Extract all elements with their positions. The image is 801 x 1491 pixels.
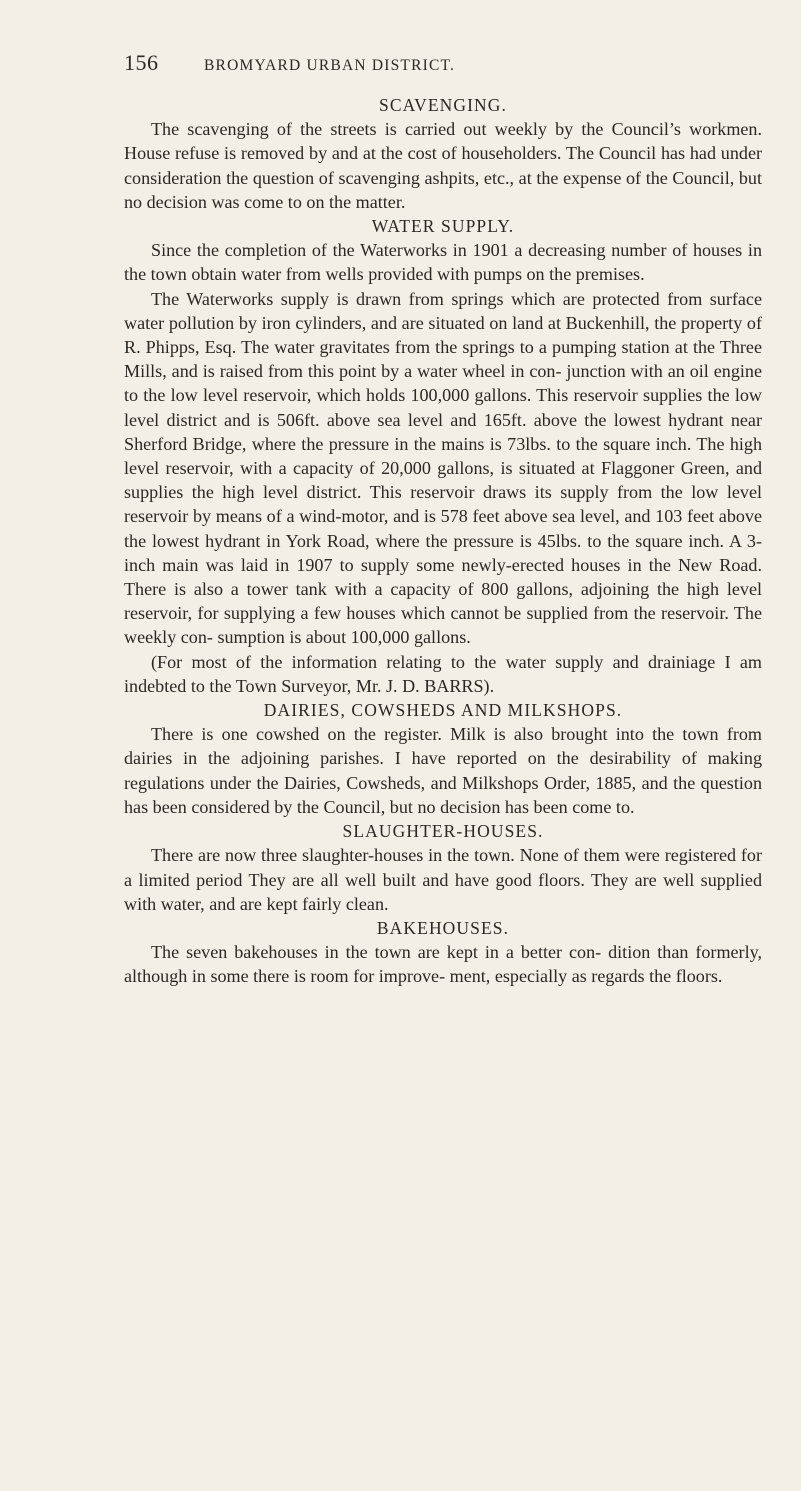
section-heading: DAIRIES, COWSHEDS AND MILKSHOPS. [263, 700, 623, 721]
paragraph: There is one cowshed on the register. Milk is also brought into the town from dairies in the adjoining parishes. I have reported on the desirability of making regulations under the Dairies, Cowsheds, and Milkshops Order, 1885, and the question has been considered by the Council, but no decision has been come to. [124, 724, 762, 817]
section-heading: SLAUGHTER-HOUSES. [342, 821, 544, 842]
section-slaughter-houses [124, 819, 762, 916]
section-water-supply [124, 214, 762, 698]
section-dairies [124, 698, 762, 819]
section-heading: WATER SUPPLY. [371, 216, 515, 237]
paragraph: The Waterworks supply is drawn from springs which are protected from surface water pollution by iron cylinders, and are situated on land at Buckenhill, the property of R. Phipps, Esq. The water gravitates from the springs to a pumping station at the Three Mills, and is raised from this point by a water wheel in con- junction with an oil engine to the low level reservoir, which holds 100,000 gallons. This reservoir supplies the low level district and is 506ft. above sea level and 165ft. above the lowest hydrant near Sherford Bridge, where the pressure in the mains is 73lbs. to the square inch. The high level reservoir, with a capacity of 20,000 gallons, is situated at Flaggoner Green, and supplies the high level district. This reservoir draws its supply from the low level reservoir by means of a wind-motor, and is 578 feet above sea level, and 103 feet above the lowest hydrant in York Road, where the pressure is 45lbs. to the square inch. A 3-inch main was laid in 1907 to supply some newly-erected houses in the New Road. There is also a tower tank with a capacity of 800 gallons, adjoining the high level reservoir, for supplying a few houses which cannot be supplied from the reservoir. The weekly con- sumption is about 100,000 gallons. [124, 288, 762, 648]
paragraph: Since the completion of the Waterworks in 1901 a decreasing number of houses in the town obtain water from wells provided with pumps on the premises. [124, 240, 762, 285]
running-header [124, 50, 764, 80]
section-scavenging [124, 93, 762, 214]
body-text [124, 93, 762, 989]
paragraph: There are now three slaughter-houses in the town. None of them were registered for a limited period They are all well built and have good floors. They are well supplied with water, and are kept fairly clean. [124, 845, 762, 914]
paragraph: The seven bakehouses in the town are kept in a better con- dition than formerly, although in some there is room for improve- ment, especially as regards the floors. [124, 942, 762, 987]
section-bakehouses [124, 916, 762, 989]
section-heading: SCAVENGING. [379, 95, 507, 115]
paragraph: The scavenging of the streets is carried out weekly by the Council’s workmen. House refuse is removed by and at the cost of householders. The Council has had under consideration the question of scavenging ashpits, etc., at the expense of the Council, but no decision was come to on the matter. [124, 119, 762, 212]
running-title: BROMYARD URBAN DISTRICT. [204, 57, 456, 74]
paragraph: (For most of the information relating to the water supply and drainiage I am indebted to the Town Surveyor, Mr. J. D. BARRS). [124, 651, 762, 696]
page-number: 156 [124, 50, 159, 75]
section-heading: BAKEHOUSES. [376, 917, 510, 938]
